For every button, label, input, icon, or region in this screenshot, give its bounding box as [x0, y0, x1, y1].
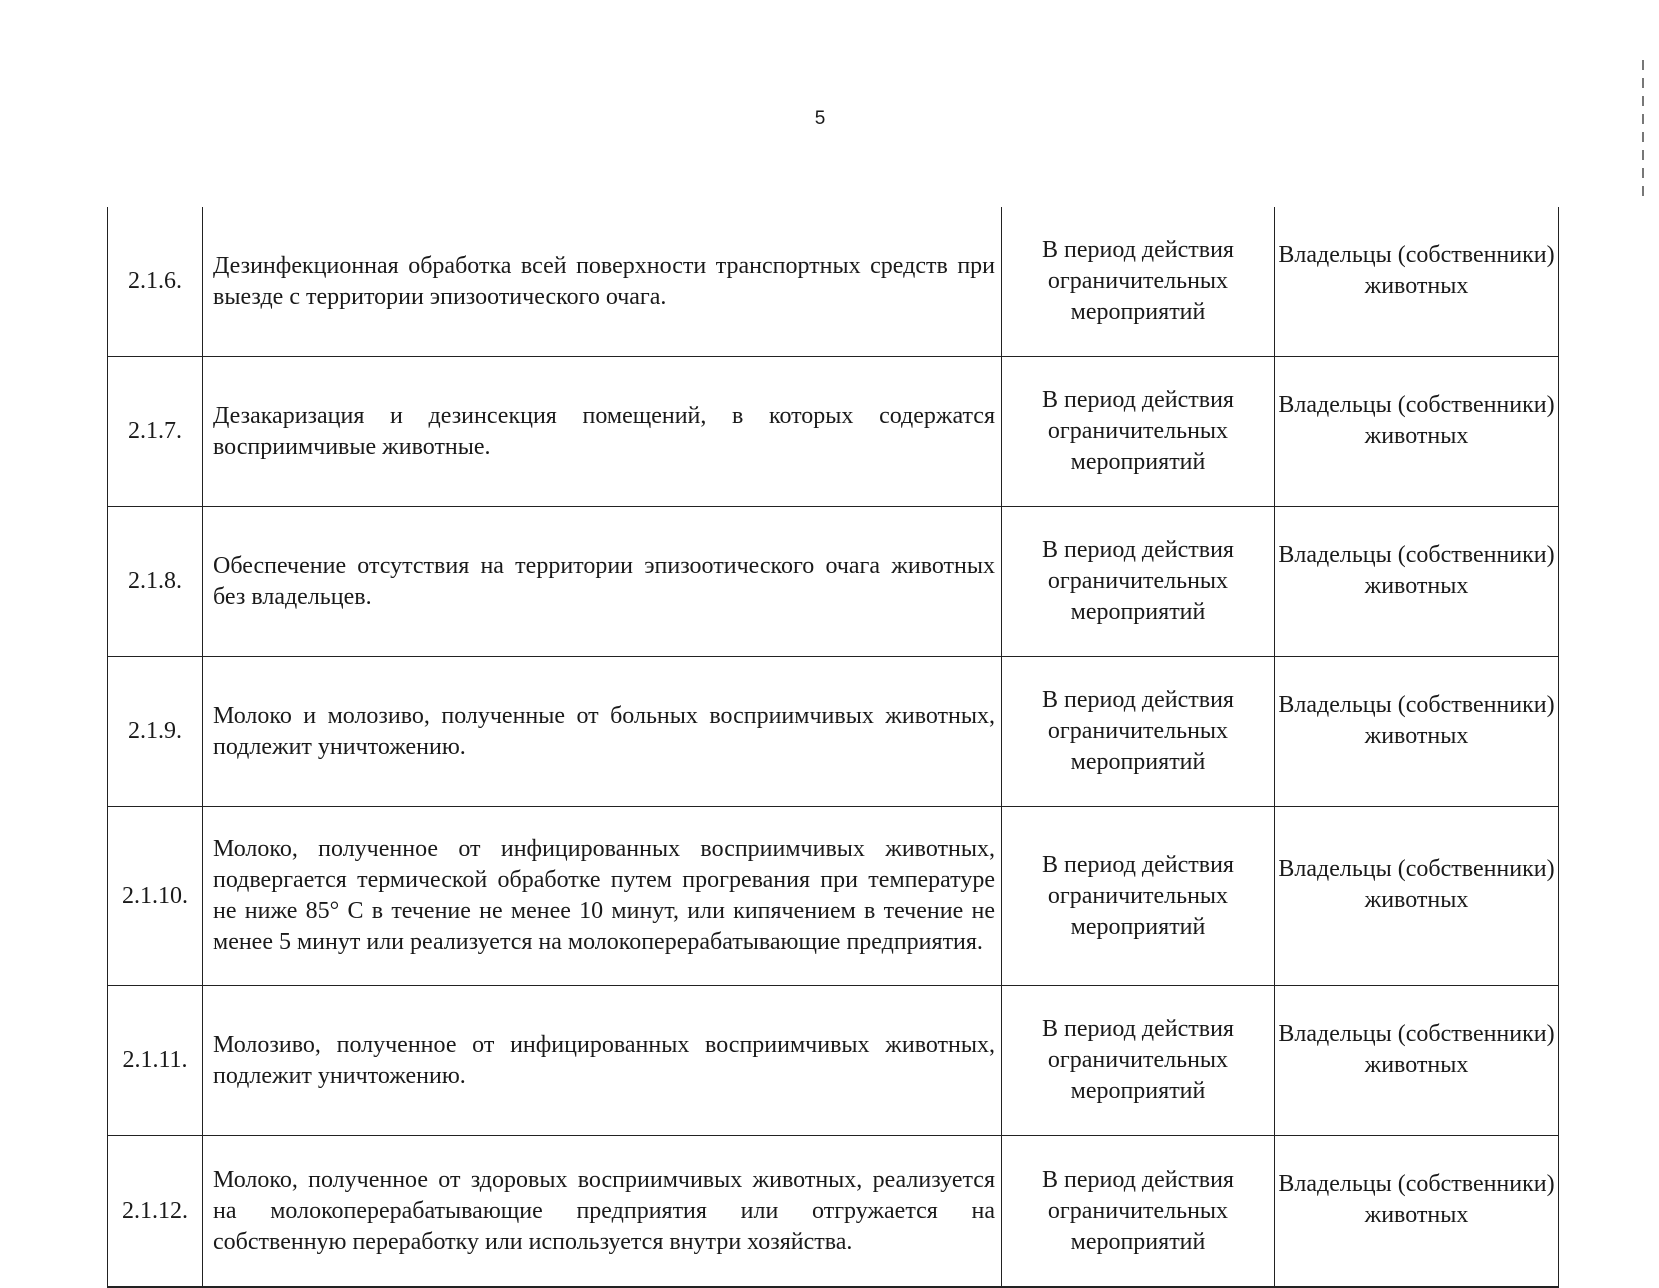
row-responsible: Владельцы (собственники) животных: [1275, 207, 1559, 357]
measures-table: [107, 207, 1559, 1288]
table-row: [108, 986, 1559, 1136]
row-term: В период действия ограничительных мероприятий: [1002, 357, 1275, 507]
row-number: 2.1.11.: [108, 986, 203, 1136]
row-description: [203, 357, 1002, 507]
table-row: [108, 357, 1559, 507]
row-description: [203, 657, 1002, 807]
table-row: [108, 807, 1559, 986]
row-description: [203, 207, 1002, 357]
row-responsible: Владельцы (собственники) животных: [1275, 357, 1559, 507]
row-responsible: Владельцы (собственники) животных: [1275, 986, 1559, 1136]
table-row: [108, 207, 1559, 357]
row-number: 2.1.9.: [108, 657, 203, 807]
row-term: В период действия ограничительных мероприятий: [1002, 986, 1275, 1136]
row-description-text: Дезакаризация и дезинсекция помещений, в которых содержатся восприимчивые животные.: [213, 402, 995, 460]
row-term: В период действия ограничительных мероприятий: [1002, 1136, 1275, 1288]
scan-margin-mark: [1642, 60, 1644, 200]
row-term: В период действия ограничительных мероприятий: [1002, 807, 1275, 986]
row-number: 2.1.8.: [108, 507, 203, 657]
table-row: [108, 1136, 1559, 1288]
row-description: [203, 1136, 1002, 1288]
row-term: В период действия ограничительных мероприятий: [1002, 507, 1275, 657]
row-description-text: Обеспечение отсутствия на территории эпизоотического очага животных без владельцев.: [213, 552, 995, 610]
row-description: [203, 986, 1002, 1136]
row-description-text: Молозиво, полученное от инфицированных восприимчивых животных, подлежит уничтожению.: [213, 1031, 995, 1089]
page-number: 5: [814, 108, 826, 129]
row-number: 2.1.12.: [108, 1136, 203, 1288]
row-description-text: Молоко, полученное от инфицированных восприимчивых животных, подвергается термической обработке путем прогревания при температуре не ниже 85° С в течение не менее 10 минут, или кипячением в течение не менее 5 минут или реализуется на молокоперерабатывающие предприятия.: [213, 836, 995, 955]
row-description-text: Дезинфекционная обработка всей поверхности транспортных средств при выезде с территории эпизоотического очага.: [213, 252, 995, 310]
row-responsible: Владельцы (собственники) животных: [1275, 807, 1559, 986]
row-term: В период действия ограничительных мероприятий: [1002, 207, 1275, 357]
row-number: 2.1.6.: [108, 207, 203, 357]
row-number: 2.1.7.: [108, 357, 203, 507]
row-description: [203, 807, 1002, 986]
table-row: [108, 657, 1559, 807]
row-number: 2.1.10.: [108, 807, 203, 986]
table-row: [108, 507, 1559, 657]
row-responsible: Владельцы (собственники) животных: [1275, 507, 1559, 657]
row-responsible: Владельцы (собственники) животных: [1275, 1136, 1559, 1288]
row-responsible: Владельцы (собственники) животных: [1275, 657, 1559, 807]
row-description-text: Молоко и молозиво, полученные от больных восприимчивых животных, подлежит уничтожению.: [213, 702, 995, 760]
row-description-text: Молоко, полученное от здоровых восприимчивых животных, реализуется на молокоперерабатывающие предприятия или отгружается на собственную переработку или используется внутри хозяйства.: [213, 1166, 995, 1255]
row-term: В период действия ограничительных мероприятий: [1002, 657, 1275, 807]
row-description: [203, 507, 1002, 657]
